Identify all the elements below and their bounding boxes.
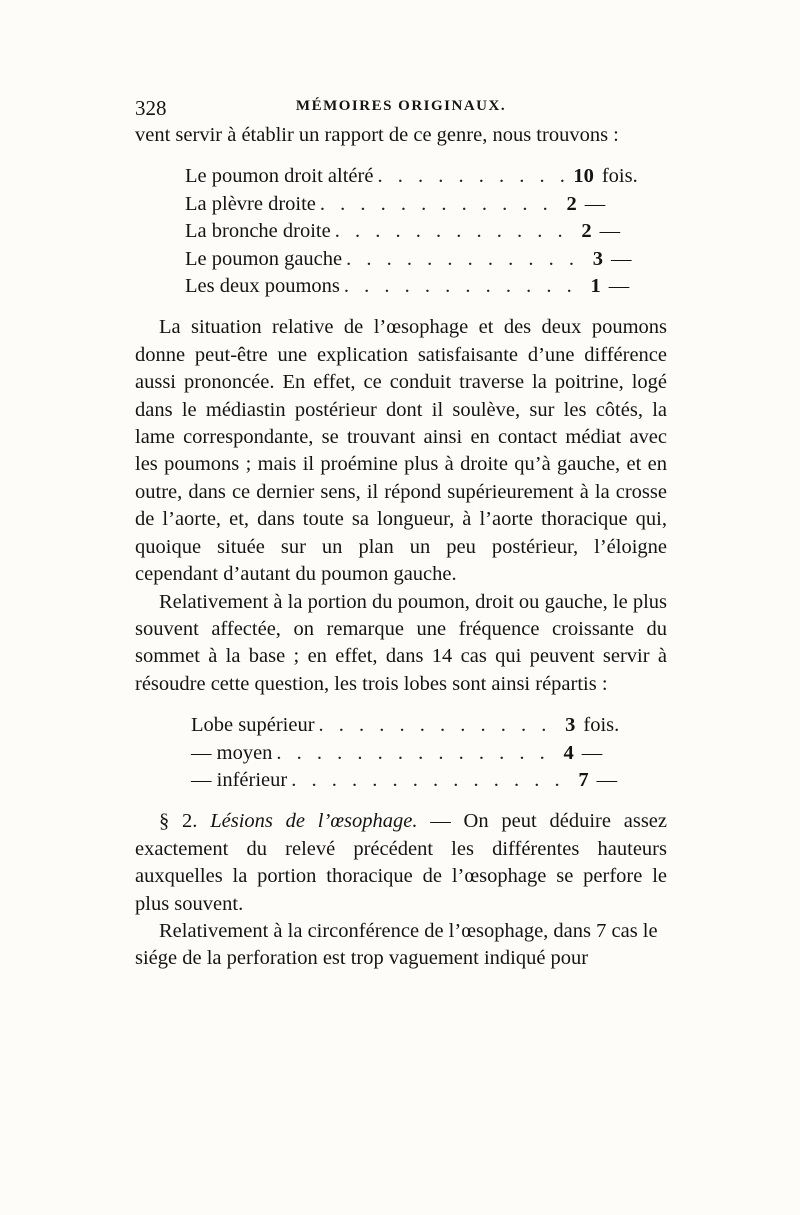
table-row: Lobe supérieur . . . . . . . . . . . . 3 fois. bbox=[191, 714, 620, 737]
table-row: Les deux poumons . . . . . . . . . . . . 1 — bbox=[185, 275, 630, 298]
paragraph-portion: Relativement à la portion du poumon, droit ou gauche, le plus souvent affectée, on remarque une fréquence croissante du sommet à la base ; en effet, dans 14 cas qui peuvent servir à résoudre cette question, les trois lobes sont ainsi répartis : bbox=[135, 590, 667, 695]
page-number: 328 bbox=[135, 96, 167, 120]
page-header bbox=[135, 96, 667, 122]
table-row: Le poumon droit altéré . . . . . . . . . . 10 fois. bbox=[185, 165, 638, 188]
table-row: — moyen . . . . . . . . . . . . . . 4 — bbox=[191, 741, 603, 764]
paragraph-situation: La situation relative de l’œsophage et des deux poumons donne peut-être une explication satisfaisante d’une différence aussi prononcée. En effet, ce conduit traverse la poitrine, logé dans le médiastin postérieur dont il soulève, sur les côtés, la lame correspondante, se trouvant ainsi en contact médiat avec les poumons ; mais il proémine plus à droite qu’à gauche, et en outre, dans ce dernier sens, il répond supérieurement à la crosse de l’aorte, et, dans toute sa longueur, à l’aorte thoracique qui, quoique située sur un plan un peu postérieur, l’éloigne cependant d’autant du poumon gauche. bbox=[135, 316, 667, 586]
section-text: — On peut déduire assez exactement du relevé précédent les différentes hauteurs auxquelles la portion thoracique de l’œsophage se perfore le plus souvent. bbox=[135, 810, 667, 915]
running-title: MÉMOIRES ORIGINAUX. bbox=[295, 98, 507, 114]
table-row: — inférieur . . . . . . . . . . . . . . 7 — bbox=[191, 768, 618, 791]
lung-table bbox=[185, 163, 638, 300]
section-number: § 2. bbox=[159, 810, 198, 833]
page bbox=[135, 96, 667, 973]
table-row: Le poumon gauche . . . . . . . . . . . . 3 — bbox=[185, 247, 632, 270]
table-row: La plèvre droite . . . . . . . . . . . . 2 — bbox=[185, 192, 606, 215]
table-row: La bronche droite . . . . . . . . . . . . 2 — bbox=[185, 220, 621, 243]
lobe-table bbox=[191, 712, 620, 794]
section-lesions bbox=[135, 808, 667, 918]
intro-text: vent servir à établir un rapport de ce genre, nous trouvons : bbox=[135, 124, 619, 146]
paragraph-circonference: Relativement à la circonférence de l’œsophage, dans 7 cas le siége de la perforation est trop vaguement indiqué pour bbox=[135, 919, 658, 970]
section-title: Lésions de l’œsophage. bbox=[210, 810, 418, 833]
